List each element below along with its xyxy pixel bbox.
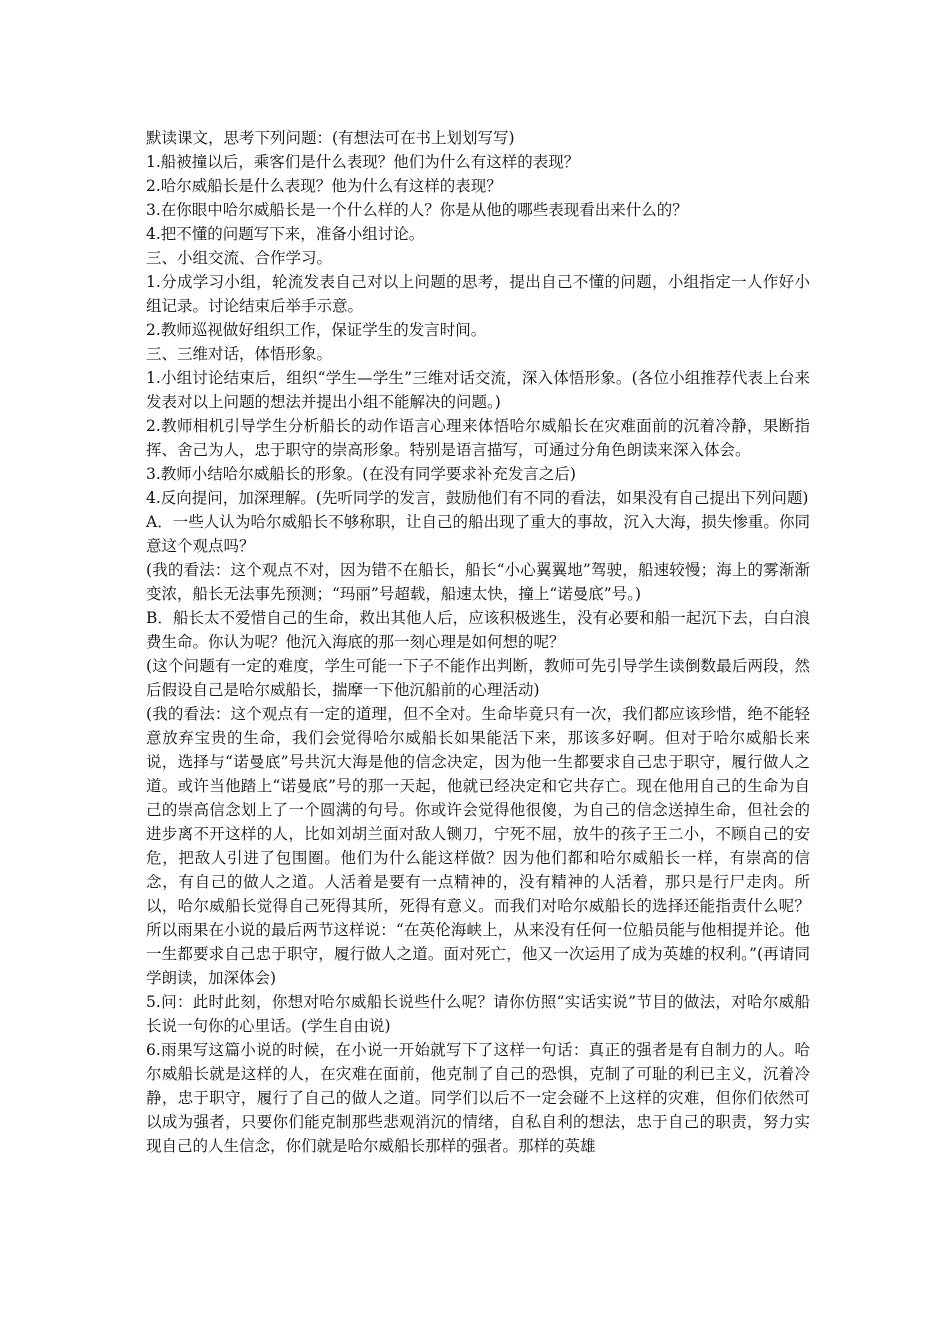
- answer-a: (我的看法：这个观点不对，因为错不在船长，船长“小心翼翼地”驾驶，船速较慢；海上的雾渐渐变浓，船长无法事先预测；“玛丽”号超载，船速太快，撞上“诺曼底”号。): [146, 561, 810, 603]
- section-heading-group-study: 三、小组交流、合作学习。: [146, 249, 333, 267]
- question-3: 3.在你眼中哈尔威船长是一个什么样的人？你是从他的哪些表现看出来什么的？: [146, 201, 688, 219]
- teacher-note-b: (这个问题有一定的难度，学生可能一下子不能作出判断，教师可先引导学生读倒数最后两段，然后假设自己是哈尔威船长，揣摩一下他沉船前的心理活动): [146, 657, 810, 699]
- question-b: B．船长太不爱惜自己的生命，救出其他人后，应该积极逃生，没有必要和船一起沉下去，白白浪费生命。你认为呢？他沉入海底的那一刻心理是如何想的呢？: [146, 609, 810, 651]
- question-2: 2.哈尔威船长是什么表现？他为什么有这样的表现？: [146, 177, 502, 195]
- section-heading-dialogue: 三、三维对话，体悟形象。: [146, 345, 333, 363]
- answer-b: (我的看法：这个观点有一定的道理，但不全对。生命毕竟只有一次，我们都应该珍惜，绝不能轻意放弃宝贵的生命，我们会觉得哈尔威船长如果能活下来，那该多好啊。但对于哈尔威船长来说，选择与“诺曼底”号共沉大海是他的信念决定，因为他一生都要求自己忠于职守，履行做人之道。或许当他踏上“诺曼底”号的那一天起，他就已经决定和它共存亡。现在他用自己的生命为自己的崇高信念划上了一个圆满的句号。你或许会觉得他很傻，为自己的信念送掉生命，但社会的进步离不开这样的人，比如刘胡兰面对敌人铡刀，宁死不屈，放牛的孩子王二小，不顾自己的安危，把敌人引进了包围圈。他们为什么能这样做？因为他们都和哈尔威船长一样，有崇高的信念，有自己的做人之道。人活着是要有一点精神的，没有精神的人活着，那只是行尸走肉。所以，哈尔威船长觉得自己死得其所，死得有意义。而我们对哈尔威船长的选择还能指责什么呢？所以雨果在小说的最后两节这样说：“在英伦海峡上，从来没有任何一位船员能与他相提并论。他一生都要求自己忠于职守，履行做人之道。面对死亡，他又一次运用了成为英雄的权利。”(再请同学朗读，加深体会): [146, 705, 810, 987]
- group-step-1: 1.分成学习小组，轮流发表自己对以上问题的思考，提出自己不懂的问题，小组指定一人作好小组记录。讨论结束后举手示意。: [146, 273, 810, 315]
- dialogue-step-1: 1.小组讨论结束后，组织“学生—学生”三维对话交流，深入体悟形象。(各位小组推荐代表上台来发表对以上问题的想法并提出小组不能解决的问题。): [146, 369, 810, 411]
- document-body: [146, 126, 810, 1158]
- reading-instruction: 默读课文，思考下列问题：(有想法可在书上划划写写): [146, 129, 515, 147]
- dialogue-step-2: 2.教师相机引导学生分析船长的动作语言心理来体悟哈尔威船长在灾难面前的沉着冷静，果断指挥、舍己为人，忠于职守的崇高形象。特别是语言描写，可通过分角色朗读来深入体会。: [146, 417, 810, 459]
- question-4: 4.把不懂的问题写下来，准备小组讨论。: [146, 225, 425, 243]
- question-a: A．一些人认为哈尔威船长不够称职，让自己的船出现了重大的事故，沉入大海，损失惨重。你同意这个观点吗？: [146, 513, 810, 555]
- dialogue-step-5: 5.问：此时此刻，你想对哈尔威船长说些什么呢？请你仿照“实话实说”节目的做法，对哈尔威船长说一句你的心里话。(学生自由说): [146, 993, 810, 1035]
- group-step-2: 2.教师巡视做好组织工作，保证学生的发言时间。: [146, 321, 487, 339]
- dialogue-step-6: 6.雨果写这篇小说的时候，在小说一开始就写下了这样一句话：真正的强者是有自制力的人。哈尔威船长就是这样的人，在灾难在面前，他克制了自己的恐惧，克制了可耻的利已主义，沉着冷静，忠于职守，履行了自己的做人之道。同学们以后不一定会碰不上这样的灾难，但你们依然可以成为强者，只要你们能克制那些悲观消沉的情绪，自私自利的想法，忠于自己的职责，努力实现自己的人生信念，你们就是哈尔威船长那样的强者。那样的英雄: [146, 1041, 810, 1155]
- dialogue-step-3: 3.教师小结哈尔威船长的形象。(在没有同学要求补充发言之后): [146, 465, 576, 483]
- dialogue-step-4: 4.反向提问，加深理解。(先听同学的发言，鼓励他们有不同的看法，如果没有自己提出下列问题): [146, 489, 809, 507]
- question-1: 1.船被撞以后，乘客们是什么表现？他们为什么有这样的表现？: [146, 153, 580, 171]
